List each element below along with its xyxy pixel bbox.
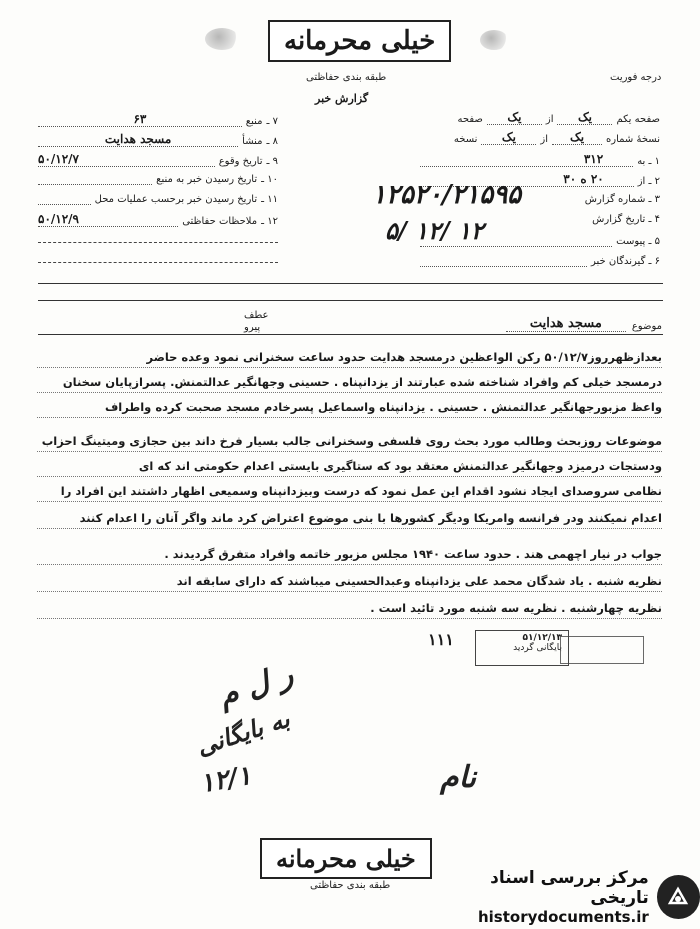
bottom-classification-stamp: خیلی محرمانه [260, 838, 432, 879]
report-body-line-2: درمسجد خیلی کم وافراد شناخته شده عبارتند از یزدانپناه . حسینی وجهانگیر عدالتمنش. پسرازپایان سخنان [37, 374, 662, 393]
left-field-12: ۱۲ ـ ملاحظات حفاظتی ۵۰/۱۲/۹ [38, 212, 278, 227]
handwritten-report-date: ۵/ ۱۲/ ۱۲ [385, 216, 484, 245]
report-body-line-3: واعظ مزبورجهانگیر عدالتمنش . حسینی . یزدانپناه واسماعیل پسرخادم مسجد صحبت کرده واطراف [37, 399, 662, 418]
report-number-row: ۳ ـ شماره گزارش [584, 194, 660, 205]
subject-underline [38, 334, 663, 335]
from-row: ۲ ـ از ۲۰ ه ۳۰ [420, 172, 660, 187]
page-number-row: صفحه یکم یک از یک صفحه [457, 110, 660, 125]
follow-up-label: پیرو [244, 322, 261, 333]
reference-label: عطف [244, 310, 269, 321]
left-field-11: ۱۱ ـ تاریخ رسیدن خبر برحسب عملیات محل [38, 194, 278, 205]
bottom-classification-caption: طبقه بندی حفاظتی [310, 880, 391, 891]
to-row: ۱ ـ به ۳۱۲ [420, 152, 660, 167]
archive-logo-icon [657, 875, 700, 919]
subject-row: موضوع مسجد هدایت [506, 316, 662, 332]
report-body-line-6: نظامی سروصدای ایجاد نشود اقدام این عمل نمود که درست وبیزدانپناه وسمیعی اظهار داشتند این افراد را [37, 483, 662, 502]
header-separator [38, 283, 663, 284]
left-field-10: ۱۰ ـ تاریخ رسیدن خبر به منبع [38, 174, 278, 185]
signature-date: ۱۲/۱ [197, 760, 254, 800]
receipt-number: ۱۱۱ [428, 630, 454, 649]
subject-separator [38, 300, 663, 301]
signature-name: نام [440, 760, 477, 795]
ink-blot-left [205, 28, 239, 50]
receipt-stamp-small [560, 636, 644, 664]
signature-archive-note: به بایگانی [192, 703, 293, 762]
report-date-row: ۴ ـ تاریخ گزارش [592, 214, 660, 225]
left-field-7: ۷ ـ منبع ۶۳ [38, 112, 278, 127]
report-body-line-4: موضوعات روزبحث وطالب مورد بحث روی فلسفی وسخنرانی جالب بسیار فرخ داند بین حجازی ومیتینگ احزاب [37, 433, 662, 452]
copy-number-row: نسخهٔ شماره یک از یک نسخه [453, 130, 660, 145]
top-classification-caption: طبقه بندی حفاظتی [306, 72, 387, 83]
attachments-row: ۵ ـ پیوست [420, 236, 660, 247]
watermark-url: historydocuments.ir [477, 908, 649, 926]
left-field-8: ۸ ـ منشأ مسجد هدایت [38, 132, 278, 147]
report-body-line-10: نظریه چهارشنبه . نظریه سه شنبه مورد تائید است . [37, 600, 662, 619]
ink-blot-right [480, 30, 508, 50]
top-classification-stamp: خیلی محرمانه [268, 20, 451, 62]
receipt-stamp [475, 630, 569, 666]
signature-initials: ر ل م [214, 657, 298, 714]
report-body-line-7: اعدام نمیکنند ودر فرانسه وامریکا ودیگر کشورها با بنی موضوع اعتراض کرد ماند واگر آنان را اعدام کنند [37, 510, 662, 529]
left-blank-line-1 [38, 242, 278, 243]
report-body-line-9: نظریه شنبه . یاد شدگان محمد علی یزدانپناه وعبدالحسینی میباشند که دارای سابقه اند [37, 573, 662, 592]
receipt-stamp-date: ۵۱/۱۲/۱۳ [522, 633, 562, 643]
report-body-line-5: ودستجات درمیزد وجهانگیر عدالتمنش معتقد بود که ستاگیری بایستی اعدام حکومتی اند که ای [37, 458, 662, 477]
report-body-line-1: بعدازظهرروز۵۰/۱۲/۷ رکن الواعظین درمسجد هدایت حدود ساعت سخنرانی نمود وعده حاضر [37, 349, 662, 368]
watermark-title: مرکز بررسی اسناد تاریخی [490, 868, 649, 908]
watermark [430, 868, 700, 926]
receipt-stamp-text: بایگانی گردید [513, 643, 562, 653]
left-field-9: ۹ ـ تاریخ وقوع ۵۰/۱۲/۷ [38, 152, 278, 167]
urgency-label: درجه فوریت [610, 72, 662, 83]
form-title: گزارش خبر [315, 92, 369, 105]
report-body-line-8: جواب در نیار اچهمی هند . حدود ساعت ۱۹۴۰ مجلس مزبور خاتمه وافراد متفرق گردیدند . [37, 546, 662, 565]
left-blank-line-2 [38, 262, 278, 263]
handwritten-report-number: ۱۲۵۲۰/۲۱۵۹۵ [372, 180, 522, 210]
recipients-row: ۶ ـ گیرندگان خبر [420, 256, 660, 267]
